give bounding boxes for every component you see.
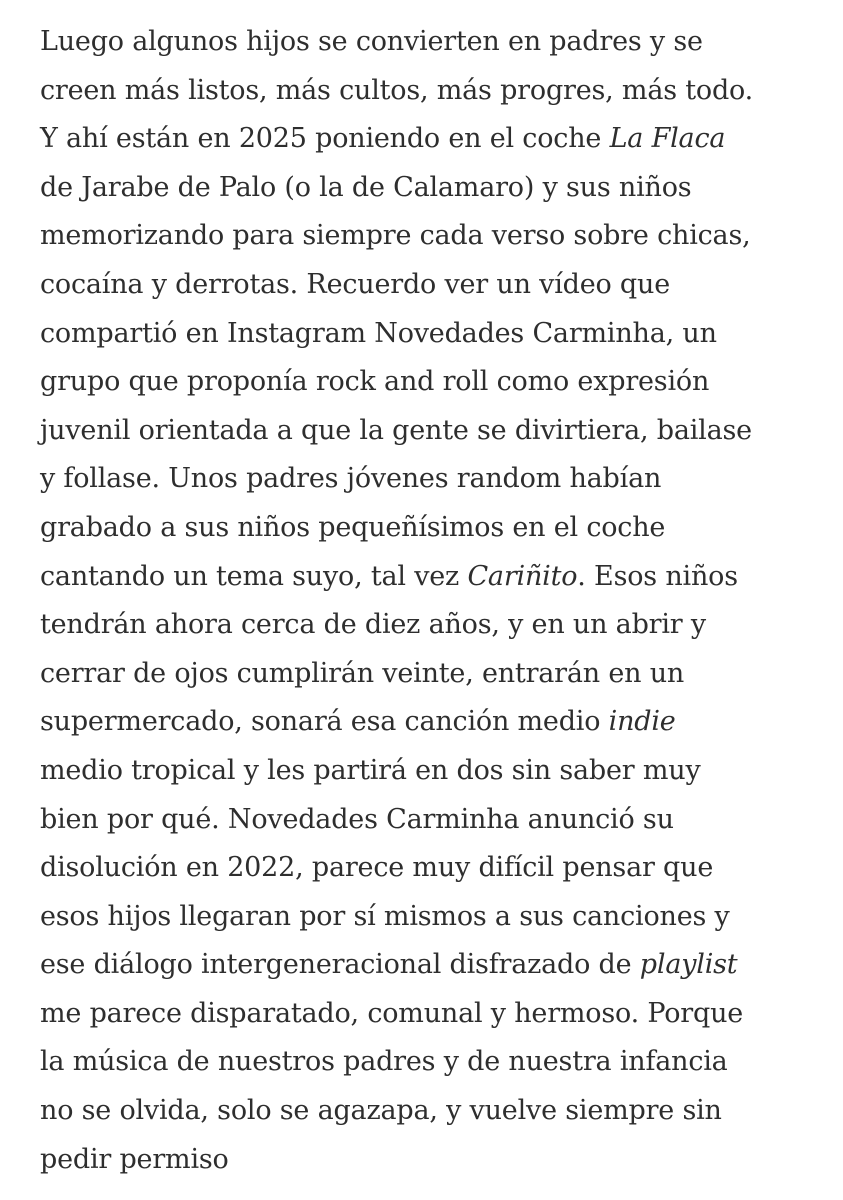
- text-segment: cocaína y derrotas. Recuerdo ver un vídeo que: [40, 268, 670, 300]
- text-line: [40, 261, 830, 310]
- text-segment: pedir permiso: [40, 1143, 229, 1175]
- text-segment: creen más listos, más cultos, más progres, más todo.: [40, 74, 754, 106]
- text-line: [40, 18, 830, 67]
- text-line: [40, 67, 830, 116]
- text-segment: compartió en Instagram Novedades Carminha, un: [40, 317, 717, 349]
- text-line: [40, 1087, 830, 1136]
- text-segment: bien por qué. Novedades Carminha anunció su: [40, 803, 674, 835]
- text-line: [40, 1038, 830, 1087]
- text-line: [40, 796, 830, 845]
- article-paragraph: [40, 18, 830, 1184]
- text-line: [40, 358, 830, 407]
- text-segment: grabado a sus niños pequeñísimos en el coche: [40, 511, 666, 543]
- italic-title: La Flaca: [609, 123, 726, 155]
- text-line: [40, 553, 830, 602]
- text-line: [40, 115, 830, 164]
- text-segment: y follase. Unos padres jóvenes random habían: [40, 463, 662, 495]
- italic-title: playlist: [639, 949, 738, 981]
- text-segment: grupo que proponía rock and roll como expresión: [40, 366, 710, 398]
- text-line: [40, 407, 830, 456]
- text-line: [40, 941, 830, 990]
- italic-title: Cariñito: [467, 560, 578, 592]
- text-line: [40, 990, 830, 1039]
- text-segment: medio tropical y les partirá en dos sin saber muy: [40, 754, 701, 786]
- text-segment: la música de nuestros padres y de nuestra infancia: [40, 1046, 728, 1078]
- text-line: [40, 212, 830, 261]
- text-segment: supermercado, sonará esa canción medio: [40, 706, 609, 738]
- text-line: [40, 747, 830, 796]
- text-segment: cantando un tema suyo, tal vez: [40, 560, 468, 592]
- text-line: [40, 650, 830, 699]
- text-line: [40, 310, 830, 359]
- text-segment: esos hijos llegaran por sí mismos a sus canciones y: [40, 900, 730, 932]
- text-segment: cerrar de ojos cumplirán veinte, entrarán en un: [40, 657, 685, 689]
- text-line: [40, 844, 830, 893]
- text-segment: de Jarabe de Palo (o la de Calamaro) y sus niños: [40, 171, 692, 203]
- text-line: [40, 164, 830, 213]
- text-segment: juvenil orientada a que la gente se divirtiera, bailase: [40, 414, 752, 446]
- text-segment: Luego algunos hijos se convierten en padres y se: [40, 26, 703, 57]
- text-segment: no se olvida, solo se agazapa, y vuelve siempre sin: [40, 1095, 722, 1127]
- text-segment: ese diálogo intergeneracional disfrazado de: [40, 949, 640, 981]
- text-line: [40, 1136, 830, 1185]
- text-segment: disolución en 2022, parece muy difícil pensar que: [40, 852, 714, 884]
- text-segment: memorizando para siempre cada verso sobre chicas,: [40, 220, 751, 252]
- text-segment: . Esos niños: [577, 560, 738, 592]
- text-segment: me parece disparatado, comunal y hermoso. Porque: [40, 997, 744, 1029]
- text-line: [40, 698, 830, 747]
- text-segment: Y ahí están en 2025 poniendo en el coche: [40, 123, 610, 155]
- text-line: [40, 893, 830, 942]
- text-line: [40, 601, 830, 650]
- text-line: [40, 504, 830, 553]
- text-line: [40, 455, 830, 504]
- italic-title: indie: [608, 706, 676, 738]
- text-segment: tendrán ahora cerca de diez años, y en un abrir y: [40, 609, 706, 641]
